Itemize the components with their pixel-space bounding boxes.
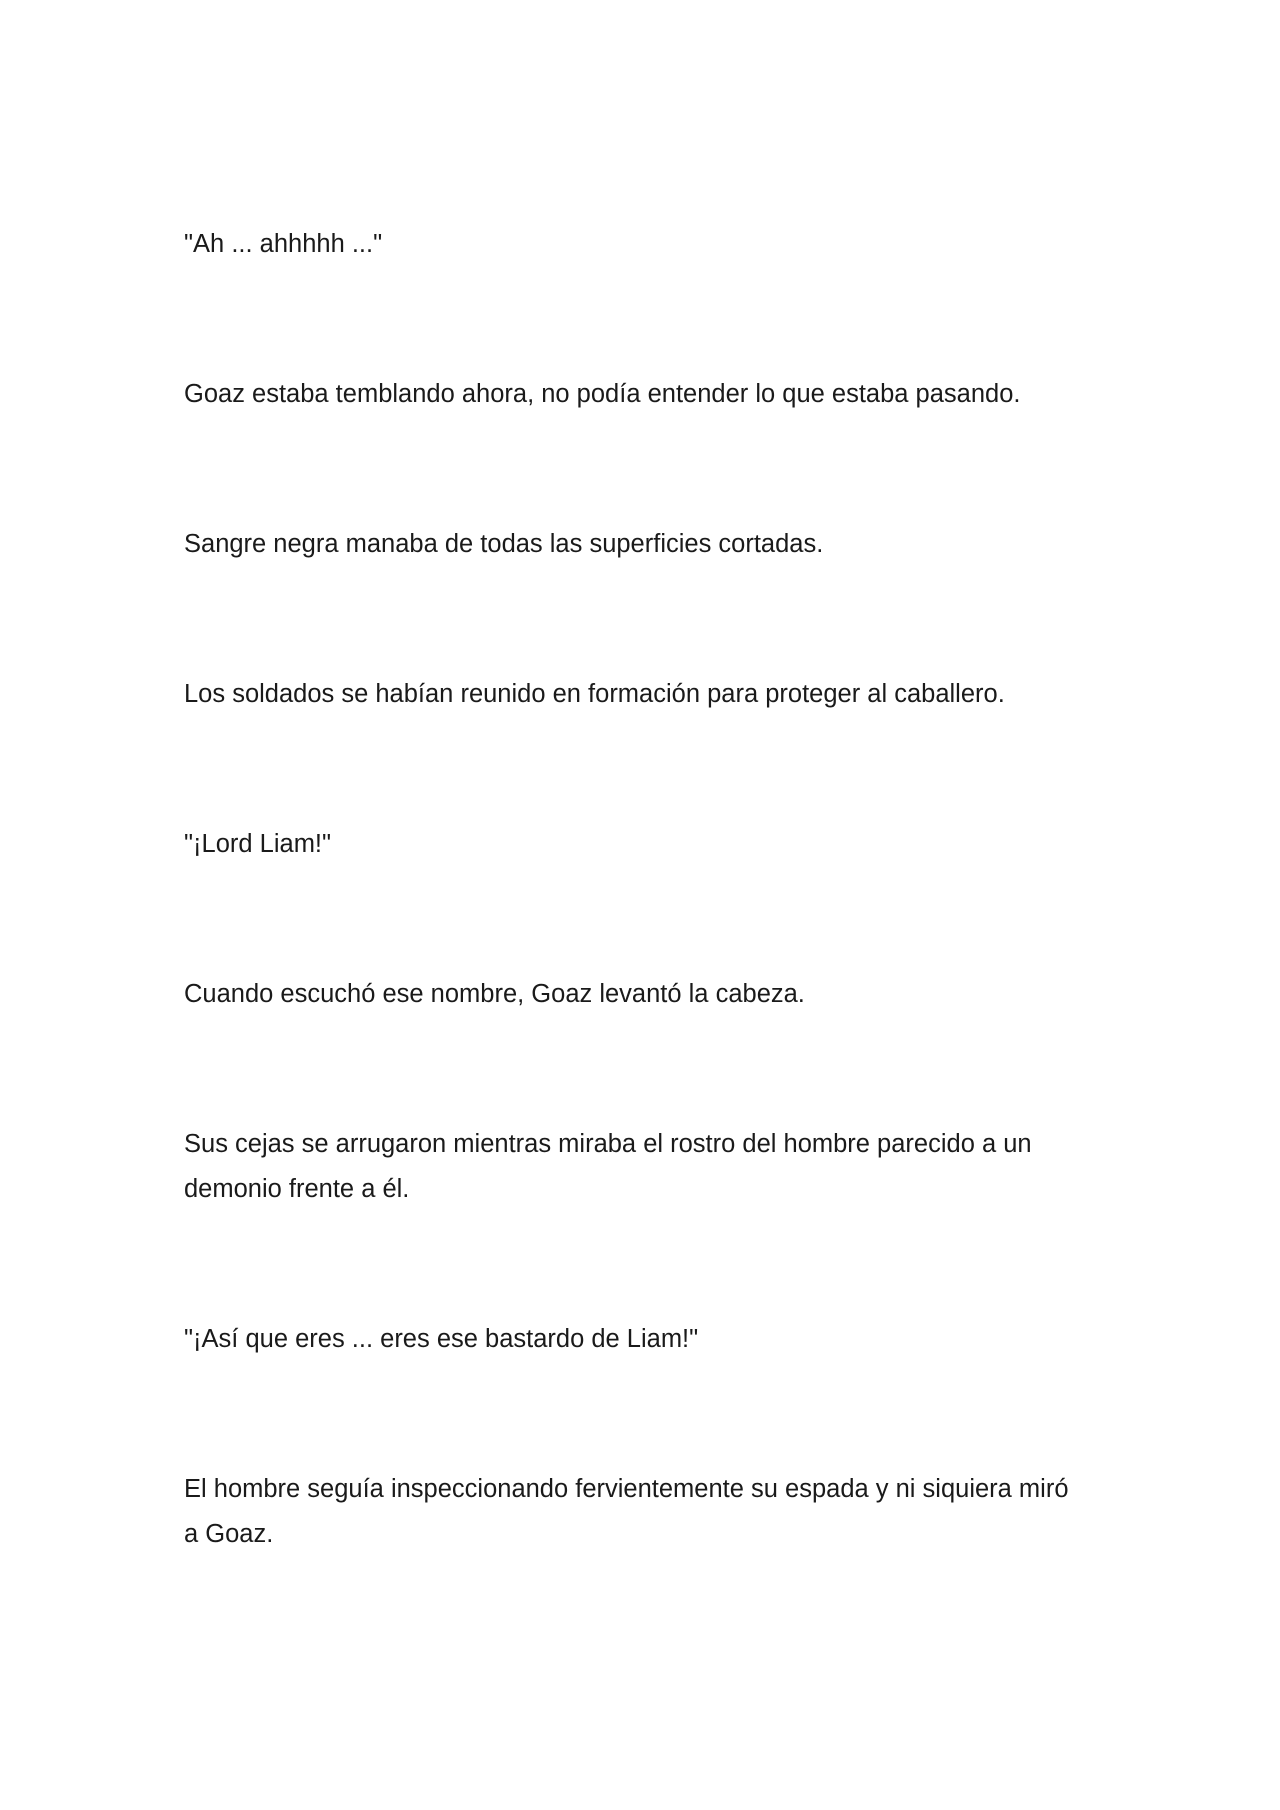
paragraph: Los soldados se habían reunido en formación para proteger al caballero. bbox=[184, 680, 1005, 708]
paragraph: Goaz estaba temblando ahora, no podía entender lo que estaba pasando. bbox=[184, 380, 1021, 408]
paragraph: El hombre seguía inspeccionando fervientemente su espada y ni siquiera miró a Goaz. bbox=[184, 1475, 1069, 1548]
paragraph: Cuando escuchó ese nombre, Goaz levantó la cabeza. bbox=[184, 980, 805, 1008]
paragraph: "¡Así que eres ... eres ese bastardo de Liam!" bbox=[184, 1325, 699, 1353]
paragraph: "Ah ... ahhhhh ..." bbox=[184, 230, 383, 258]
paragraph: Sus cejas se arrugaron mientras miraba el rostro del hombre parecido a un demonio frente a él. bbox=[184, 1130, 1032, 1203]
paragraph: Sangre negra manaba de todas las superficies cortadas. bbox=[184, 530, 824, 558]
paragraph: "¡Lord Liam!" bbox=[184, 830, 332, 858]
